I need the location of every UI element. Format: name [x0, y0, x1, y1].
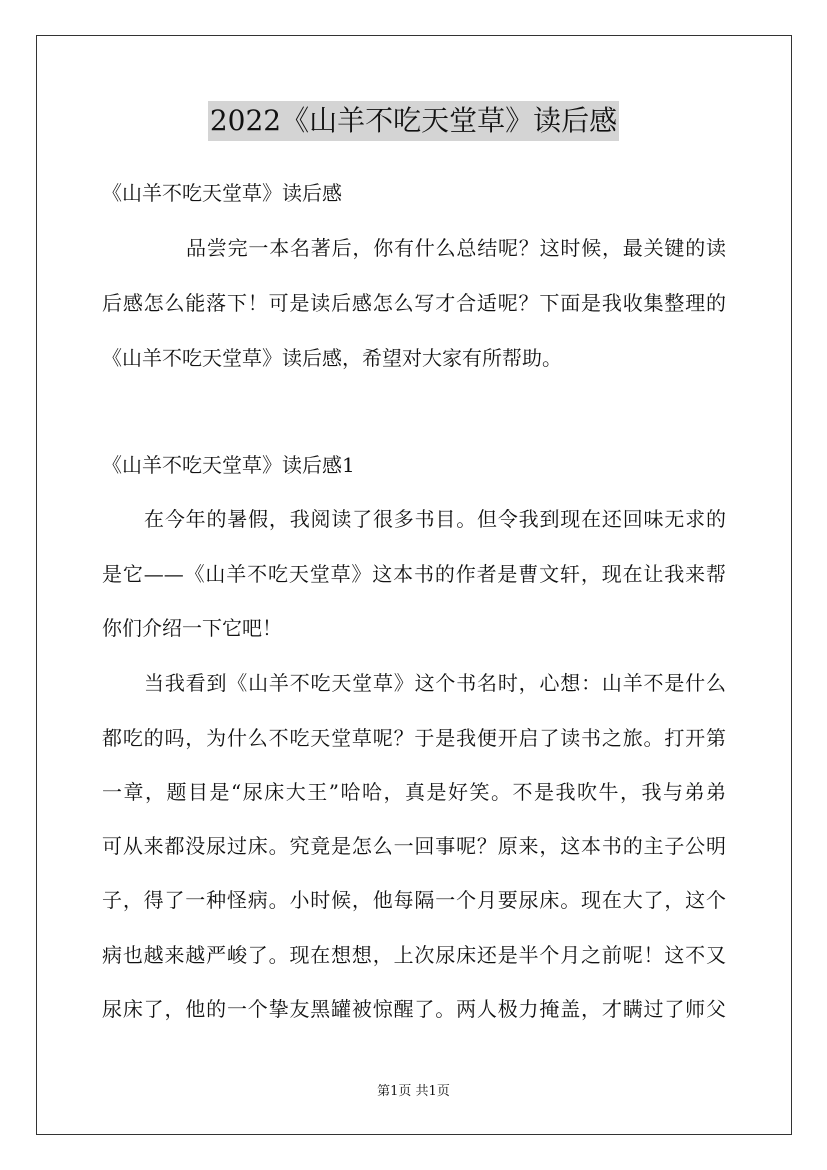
document-title: 2022《山羊不吃天堂草》读后感	[208, 101, 619, 141]
paragraph-line: 子，得了一种怪病。小时候，他每隔一个月要尿床。现在大了，这个	[102, 888, 726, 912]
paragraph-line: 可从来都没尿过床。究竟是怎么一回事呢？原来，这本书的主子公明	[102, 834, 726, 858]
intro-line: 品尝完一本名著后，你有什么总结呢？这时候，最关键的读	[186, 236, 726, 260]
intro-line: 后感怎么能落下！可是读后感怎么写才合适呢？下面是我收集整理的	[102, 291, 726, 315]
paragraph-line: 是它——《山羊不吃天堂草》这本书的作者是曹文轩，现在让我来帮	[102, 562, 726, 586]
section-heading: 《山羊不吃天堂草》读后感1	[102, 453, 355, 477]
paragraph-line: 在今年的暑假，我阅读了很多书目。但令我到现在还回味无求的	[144, 507, 726, 531]
page-number-label: 第1页 共1页	[377, 1084, 450, 1099]
subtitle: 《山羊不吃天堂草》读后感	[102, 181, 342, 205]
paragraph-line: 你们介绍一下它吧！	[102, 616, 282, 640]
paragraph-line: 当我看到《山羊不吃天堂草》这个书名时，心想：山羊不是什么	[144, 671, 726, 695]
intro-line: 《山羊不吃天堂草》读后感，希望对大家有所帮助。	[102, 346, 562, 370]
paragraph-line: 病也越来越严峻了。现在想想，上次尿床还是半个月之前呢！这不又	[102, 943, 726, 967]
paragraph-line: 一章，题目是“尿床大王”哈哈，真是好笑。不是我吹牛，我与弟弟	[102, 780, 726, 804]
paragraph-line: 都吃的吗，为什么不吃天堂草呢？于是我便开启了读书之旅。打开第	[102, 726, 726, 750]
paragraph-line: 尿床了，他的一个挚友黑罐被惊醒了。两人极力掩盖，才瞒过了师父	[102, 997, 726, 1021]
page-footer	[0, 1083, 827, 1101]
title-container	[0, 101, 827, 141]
